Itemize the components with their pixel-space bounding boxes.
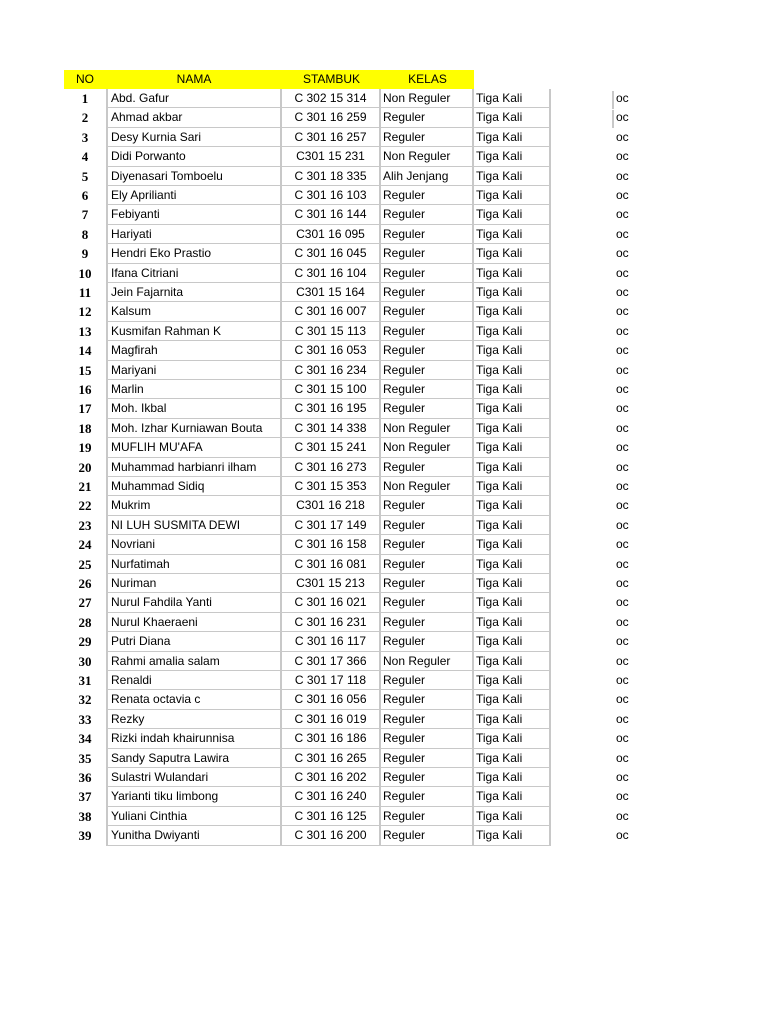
row-number: 7 — [81, 207, 89, 223]
row-number: 23 — [78, 517, 92, 533]
student-keterangan: Tiga Kali — [474, 108, 551, 127]
student-name: Ifana Citriani — [106, 264, 282, 283]
row-oc-note: oc — [616, 517, 629, 532]
student-name: Marlin — [106, 380, 282, 399]
row-oc-note: oc — [616, 226, 629, 241]
student-name: Febiyanti — [106, 205, 282, 224]
row-number: 10 — [78, 265, 92, 281]
student-name: Mariyani — [106, 361, 282, 380]
student-stambuk: C 301 16 104 — [282, 264, 381, 283]
student-name: Muhammad harbianri ilham — [106, 458, 282, 477]
row-number: 2 — [81, 110, 89, 126]
row-oc-note: oc — [616, 479, 629, 493]
student-kelas: Reguler — [381, 399, 474, 418]
table-row — [0, 690, 768, 709]
student-stambuk: C 301 16 158 — [282, 535, 381, 554]
row-number: 36 — [78, 770, 92, 785]
row-oc-note: oc — [616, 653, 629, 668]
student-name: Putri Diana — [106, 632, 282, 651]
student-kelas: Reguler — [381, 574, 474, 593]
student-keterangan: Tiga Kali — [474, 477, 551, 496]
table-row — [0, 749, 768, 768]
student-keterangan: Tiga Kali — [474, 167, 551, 186]
student-keterangan: Tiga Kali — [474, 283, 551, 302]
table-row — [0, 438, 768, 457]
row-number: 21 — [78, 479, 92, 494]
student-stambuk: C 301 16 144 — [282, 205, 381, 224]
student-stambuk: C 301 17 366 — [282, 652, 381, 671]
student-kelas: Reguler — [381, 671, 474, 690]
student-kelas: Reguler — [381, 826, 474, 845]
student-stambuk: C 301 16 081 — [282, 555, 381, 574]
student-kelas: Reguler — [381, 108, 474, 127]
student-name: Nurul Fahdila Yanti — [106, 593, 282, 612]
student-stambuk: C 301 16 202 — [282, 768, 381, 787]
row-number: 27 — [78, 595, 92, 611]
student-kelas: Reguler — [381, 787, 474, 806]
student-stambuk: C 301 15 353 — [282, 477, 381, 496]
row-number: 22 — [78, 498, 92, 514]
row-oc-note: oc — [616, 808, 629, 823]
row-number: 35 — [78, 750, 92, 766]
table-row — [0, 671, 768, 690]
student-kelas: Reguler — [381, 807, 474, 826]
student-keterangan: Tiga Kali — [474, 574, 551, 593]
student-keterangan: Tiga Kali — [474, 593, 551, 612]
student-name: MUFLIH MU'AFA — [106, 438, 282, 457]
row-oc-note: oc — [616, 595, 629, 610]
student-keterangan: Tiga Kali — [474, 613, 551, 632]
table-row — [0, 341, 768, 360]
row-oc-note: oc — [616, 789, 629, 804]
student-keterangan: Tiga Kali — [474, 419, 551, 438]
student-stambuk: C 301 16 186 — [282, 729, 381, 748]
student-kelas: Reguler — [381, 283, 474, 302]
student-stambuk: C 301 16 200 — [282, 826, 381, 845]
student-keterangan: Tiga Kali — [474, 322, 551, 341]
row-number: 32 — [78, 692, 92, 708]
table-row — [0, 322, 768, 341]
row-oc-note: oc — [616, 537, 629, 552]
student-keterangan: Tiga Kali — [474, 341, 551, 360]
student-stambuk: C 301 15 241 — [282, 438, 381, 457]
row-oc-note: oc — [616, 207, 629, 222]
student-kelas: Reguler — [381, 535, 474, 554]
student-name: Yarianti tiku limbong — [106, 787, 282, 806]
student-stambuk: C301 15 231 — [282, 147, 381, 166]
student-name: Hariyati — [106, 225, 282, 244]
student-keterangan: Tiga Kali — [474, 361, 551, 380]
row-oc-note: oc — [616, 91, 629, 105]
student-kelas: Non Reguler — [381, 419, 474, 438]
row-oc-note: oc — [616, 692, 629, 707]
student-stambuk: C 301 16 195 — [282, 399, 381, 418]
student-keterangan: Tiga Kali — [474, 496, 551, 515]
row-oc-note: oc — [616, 576, 629, 590]
student-stambuk: C 301 16 007 — [282, 302, 381, 321]
student-name: Sulastri Wulandari — [106, 768, 282, 787]
student-stambuk: C 301 16 056 — [282, 690, 381, 709]
row-number: 17 — [78, 401, 92, 417]
student-kelas: Non Reguler — [381, 477, 474, 496]
table-row — [0, 826, 768, 845]
row-oc-note: oc — [616, 750, 629, 765]
student-kelas: Reguler — [381, 361, 474, 380]
student-keterangan: Tiga Kali — [474, 399, 551, 418]
student-keterangan: Tiga Kali — [474, 244, 551, 263]
student-name: Kusmifan Rahman K — [106, 322, 282, 341]
student-kelas: Reguler — [381, 186, 474, 205]
student-name: Rizki indah khairunnisa — [106, 729, 282, 748]
row-oc-note: oc — [616, 459, 629, 474]
student-stambuk: C 302 15 314 — [282, 89, 381, 108]
row-oc-note: oc — [616, 401, 629, 416]
student-name: Sandy Saputra Lawira — [106, 749, 282, 768]
student-name: Nuriman — [106, 574, 282, 593]
student-stambuk: C 301 16 273 — [282, 458, 381, 477]
student-keterangan: Tiga Kali — [474, 516, 551, 535]
row-oc-note: oc — [616, 673, 629, 687]
student-name: Jein Fajarnita — [106, 283, 282, 302]
student-keterangan: Tiga Kali — [474, 302, 551, 321]
student-name: Ahmad akbar — [106, 108, 282, 127]
student-keterangan: Tiga Kali — [474, 438, 551, 457]
header-kelas: KELAS — [381, 70, 474, 89]
student-name: NI LUH SUSMITA DEWI — [106, 516, 282, 535]
student-stambuk: C 301 15 113 — [282, 322, 381, 341]
student-keterangan: Tiga Kali — [474, 690, 551, 709]
table-row — [0, 458, 768, 477]
row-number: 25 — [78, 556, 92, 572]
student-name: Nurul Khaeraeni — [106, 613, 282, 632]
student-keterangan: Tiga Kali — [474, 749, 551, 768]
student-name: Mukrim — [106, 496, 282, 515]
table-row — [0, 535, 768, 554]
student-name: Moh. Izhar Kurniawan Bouta — [106, 419, 282, 438]
row-oc-note: oc — [616, 828, 629, 843]
row-oc-note: oc — [616, 362, 629, 377]
student-keterangan: Tiga Kali — [474, 632, 551, 651]
student-kelas: Non Reguler — [381, 89, 474, 108]
table-row — [0, 128, 768, 147]
student-kelas: Reguler — [381, 302, 474, 321]
student-stambuk: C 301 15 100 — [282, 380, 381, 399]
student-stambuk: C 301 16 234 — [282, 361, 381, 380]
student-kelas: Reguler — [381, 729, 474, 748]
row-oc-note: oc — [616, 110, 629, 125]
student-name: Renaldi — [106, 671, 282, 690]
student-kelas: Reguler — [381, 264, 474, 283]
student-stambuk: C 301 17 149 — [282, 516, 381, 535]
student-stambuk: C301 15 213 — [282, 574, 381, 593]
student-name: Didi Porwanto — [106, 147, 282, 166]
student-keterangan: Tiga Kali — [474, 555, 551, 574]
student-keterangan: Tiga Kali — [474, 186, 551, 205]
student-name: Moh. Ikbal — [106, 399, 282, 418]
row-number: 14 — [78, 343, 92, 359]
table-row — [0, 147, 768, 166]
table-row — [0, 496, 768, 515]
student-name: Rezky — [106, 710, 282, 729]
student-kelas: Non Reguler — [381, 652, 474, 671]
row-oc-note: oc — [616, 556, 629, 571]
student-keterangan: Tiga Kali — [474, 729, 551, 748]
row-number: 13 — [78, 323, 92, 339]
student-keterangan: Tiga Kali — [474, 128, 551, 147]
table-row — [0, 652, 768, 671]
row-number: 18 — [78, 420, 92, 436]
row-oc-note: oc — [616, 323, 629, 338]
table-row — [0, 264, 768, 283]
row-number: 24 — [78, 537, 92, 553]
student-stambuk: C 301 16 240 — [282, 787, 381, 806]
table-row — [0, 632, 768, 651]
student-stambuk: C 301 16 117 — [282, 632, 381, 651]
row-oc-note: oc — [616, 285, 629, 299]
student-stambuk: C 301 16 045 — [282, 244, 381, 263]
row-number: 8 — [81, 226, 89, 242]
table-row — [0, 283, 768, 302]
student-kelas: Reguler — [381, 768, 474, 787]
row-number: 39 — [78, 828, 92, 844]
student-name: Renata octavia c — [106, 690, 282, 709]
student-stambuk: C 301 16 021 — [282, 593, 381, 612]
student-kelas: Reguler — [381, 496, 474, 515]
student-keterangan: Tiga Kali — [474, 89, 551, 108]
student-kelas: Reguler — [381, 749, 474, 768]
table-row — [0, 613, 768, 632]
table-row — [0, 768, 768, 787]
student-stambuk: C 301 14 338 — [282, 419, 381, 438]
student-name: Desy Kurnia Sari — [106, 128, 282, 147]
student-kelas: Reguler — [381, 516, 474, 535]
table-row — [0, 302, 768, 321]
table-row — [0, 361, 768, 380]
table-row — [0, 593, 768, 612]
row-oc-note: oc — [616, 129, 629, 144]
row-oc-note: oc — [616, 149, 629, 164]
student-name: Hendri Eko Prastio — [106, 244, 282, 263]
student-kelas: Reguler — [381, 128, 474, 147]
row-oc-note: oc — [616, 731, 629, 746]
table-row — [0, 574, 768, 593]
row-oc-note: oc — [616, 304, 629, 319]
table-row — [0, 89, 768, 108]
student-name: Rahmi amalia salam — [106, 652, 282, 671]
student-keterangan: Tiga Kali — [474, 710, 551, 729]
student-kelas: Non Reguler — [381, 147, 474, 166]
row-number: 12 — [78, 304, 92, 320]
student-kelas: Reguler — [381, 690, 474, 709]
student-kelas: Reguler — [381, 380, 474, 399]
row-oc-note: oc — [616, 711, 629, 726]
student-kelas: Reguler — [381, 593, 474, 612]
student-name: Novriani — [106, 535, 282, 554]
student-name: Abd. Gafur — [106, 89, 282, 108]
student-stambuk: C 301 16 265 — [282, 749, 381, 768]
student-keterangan: Tiga Kali — [474, 147, 551, 166]
row-number: 26 — [78, 576, 92, 591]
row-oc-note: oc — [616, 498, 629, 513]
student-kelas: Reguler — [381, 341, 474, 360]
table-row — [0, 186, 768, 205]
row-number: 11 — [78, 285, 92, 300]
row-number: 6 — [81, 188, 89, 203]
row-number: 28 — [78, 614, 92, 630]
student-kelas: Reguler — [381, 205, 474, 224]
student-stambuk: C301 16 218 — [282, 496, 381, 515]
student-kelas: Reguler — [381, 244, 474, 263]
row-number: 33 — [78, 711, 92, 727]
table-row — [0, 807, 768, 826]
student-name: Nurfatimah — [106, 555, 282, 574]
student-keterangan: Tiga Kali — [474, 826, 551, 845]
row-oc-note: oc — [616, 382, 629, 396]
student-name: Yunitha Dwiyanti — [106, 826, 282, 845]
row-oc-note: oc — [616, 420, 629, 435]
row-number: 20 — [78, 459, 92, 475]
table-row — [0, 477, 768, 496]
student-keterangan: Tiga Kali — [474, 205, 551, 224]
student-name: Diyenasari Tomboelu — [106, 167, 282, 186]
table-row — [0, 555, 768, 574]
student-stambuk: C301 15 164 — [282, 283, 381, 302]
student-stambuk: C 301 18 335 — [282, 167, 381, 186]
table-row — [0, 244, 768, 263]
student-stambuk: C 301 16 257 — [282, 128, 381, 147]
student-kelas: Reguler — [381, 225, 474, 244]
student-keterangan: Tiga Kali — [474, 380, 551, 399]
student-keterangan: Tiga Kali — [474, 807, 551, 826]
row-number: 3 — [81, 129, 89, 145]
row-oc-note: oc — [616, 343, 629, 358]
row-number: 34 — [78, 731, 92, 747]
row-oc-note: oc — [616, 265, 629, 280]
table-row — [0, 399, 768, 418]
student-keterangan: Tiga Kali — [474, 458, 551, 477]
row-number: 38 — [78, 808, 92, 824]
table-row — [0, 380, 768, 399]
table-row — [0, 787, 768, 806]
row-oc-note: oc — [616, 168, 629, 183]
student-stambuk: C 301 16 231 — [282, 613, 381, 632]
student-stambuk: C 301 16 053 — [282, 341, 381, 360]
table-row — [0, 225, 768, 244]
row-number: 16 — [78, 382, 92, 397]
row-number: 29 — [78, 634, 92, 650]
student-stambuk: C 301 16 019 — [282, 710, 381, 729]
row-number: 5 — [81, 168, 89, 184]
row-number: 30 — [78, 653, 92, 669]
student-stambuk: C 301 16 259 — [282, 108, 381, 127]
student-stambuk: C 301 16 103 — [282, 186, 381, 205]
row-number: 15 — [78, 362, 92, 378]
student-keterangan: Tiga Kali — [474, 652, 551, 671]
row-number: 37 — [78, 789, 92, 805]
student-keterangan: Tiga Kali — [474, 535, 551, 554]
row-number: 1 — [81, 91, 89, 106]
header-stambuk: STAMBUK — [282, 70, 381, 89]
header-nama: NAMA — [106, 70, 282, 89]
student-kelas: Reguler — [381, 710, 474, 729]
table-row — [0, 108, 768, 127]
student-kelas: Alih Jenjang — [381, 167, 474, 186]
row-oc-note: oc — [616, 614, 629, 629]
table-row — [0, 167, 768, 186]
student-name: Kalsum — [106, 302, 282, 321]
student-keterangan: Tiga Kali — [474, 264, 551, 283]
student-keterangan: Tiga Kali — [474, 787, 551, 806]
student-kelas: Reguler — [381, 632, 474, 651]
student-kelas: Non Reguler — [381, 438, 474, 457]
row-oc-note: oc — [616, 246, 629, 261]
student-name: Yuliani Cinthia — [106, 807, 282, 826]
row-oc-note: oc — [616, 188, 629, 202]
table-row — [0, 419, 768, 438]
header-no: NO — [64, 70, 106, 89]
row-oc-note: oc — [616, 634, 629, 649]
table-row — [0, 516, 768, 535]
table-row — [0, 729, 768, 748]
student-kelas: Reguler — [381, 555, 474, 574]
row-number: 19 — [78, 440, 92, 456]
student-name: Magfirah — [106, 341, 282, 360]
student-stambuk: C 301 17 118 — [282, 671, 381, 690]
student-kelas: Reguler — [381, 322, 474, 341]
student-kelas: Reguler — [381, 613, 474, 632]
table-row — [0, 710, 768, 729]
row-oc-note: oc — [616, 770, 629, 784]
student-stambuk: C301 16 095 — [282, 225, 381, 244]
table-row — [0, 205, 768, 224]
student-kelas: Reguler — [381, 458, 474, 477]
student-keterangan: Tiga Kali — [474, 768, 551, 787]
row-number: 31 — [78, 673, 92, 688]
row-number: 9 — [81, 246, 89, 262]
student-name: Muhammad Sidiq — [106, 477, 282, 496]
student-keterangan: Tiga Kali — [474, 671, 551, 690]
student-name: Ely Aprilianti — [106, 186, 282, 205]
row-number: 4 — [81, 149, 89, 165]
student-keterangan: Tiga Kali — [474, 225, 551, 244]
row-oc-note: oc — [616, 440, 629, 455]
student-stambuk: C 301 16 125 — [282, 807, 381, 826]
